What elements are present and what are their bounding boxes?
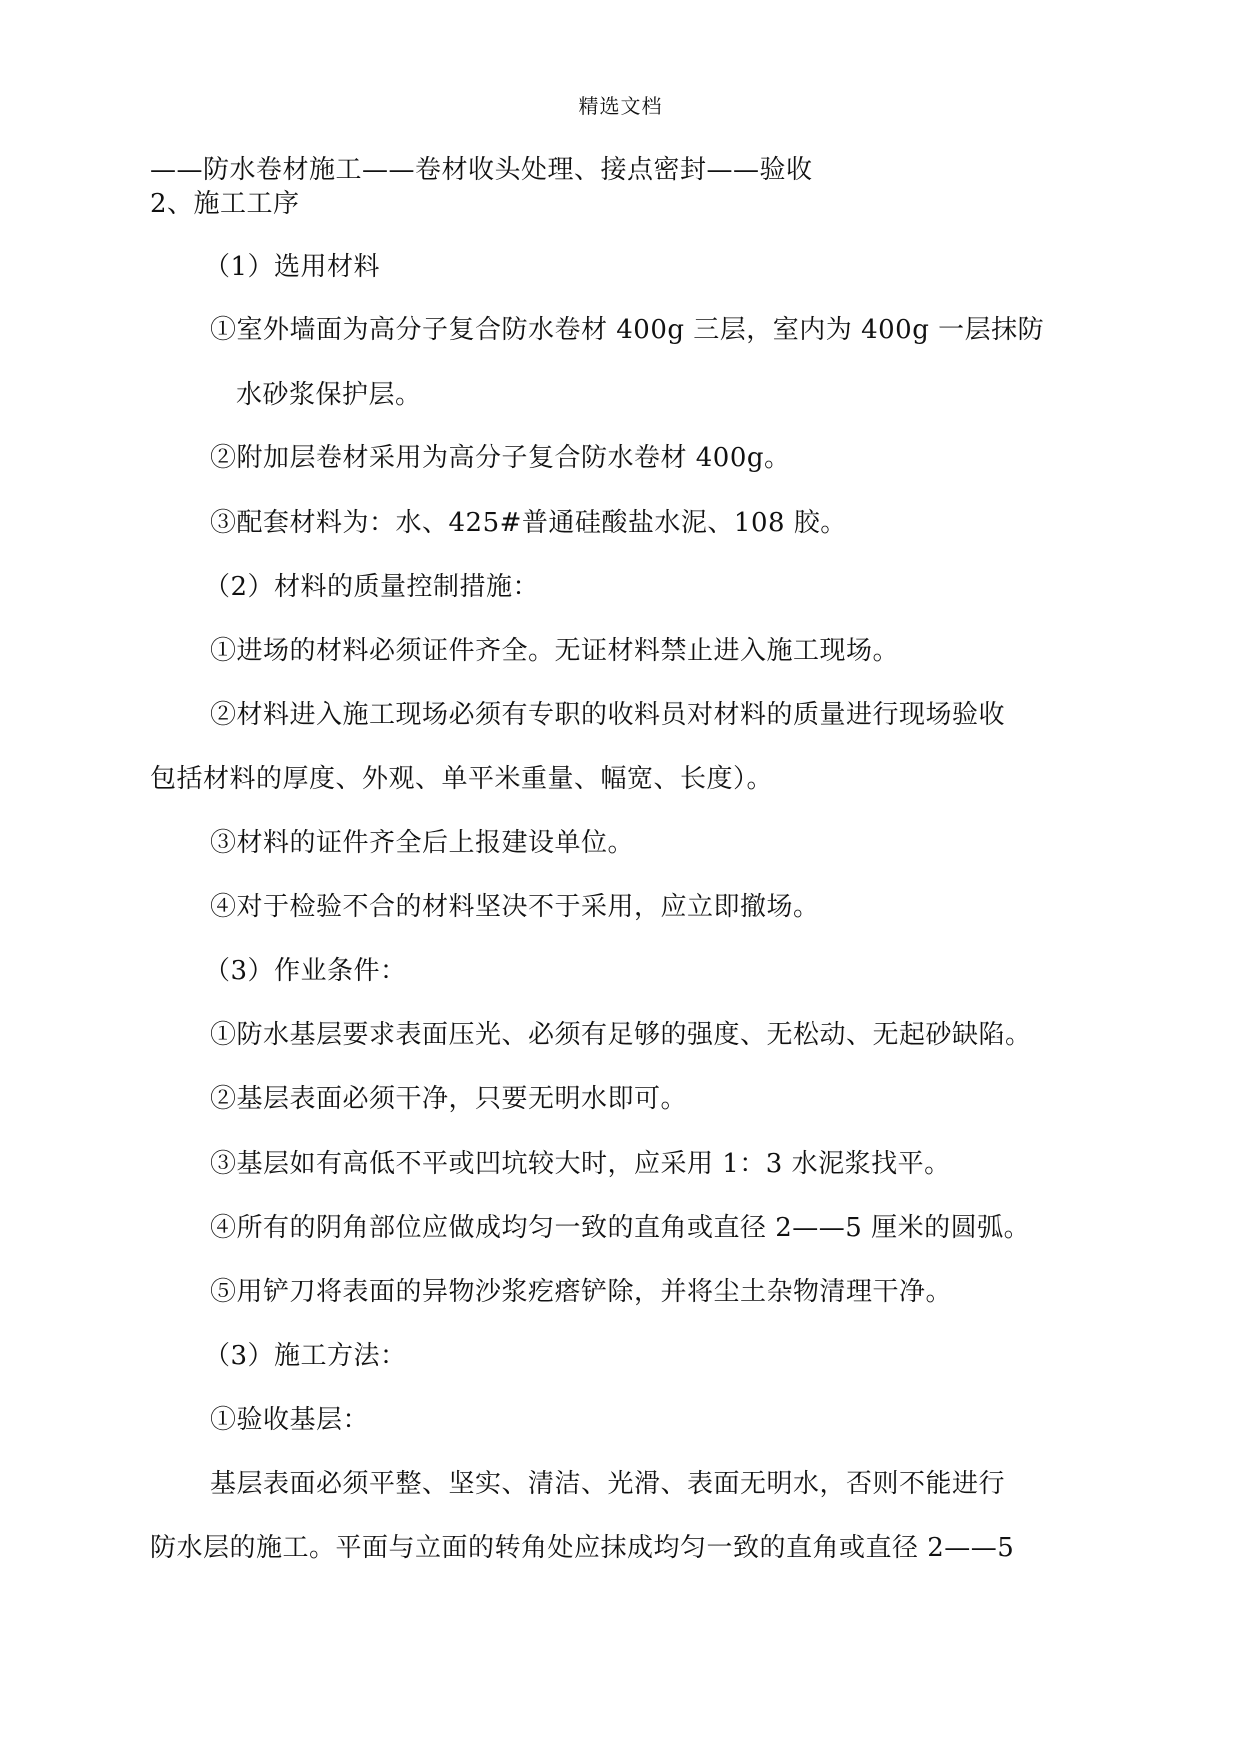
list-item: ④对于检验不合的材料坚决不于采用，应立即撤场。: [210, 892, 820, 922]
list-item: ①室外墙面为高分子复合防水卷材 400g 三层，室内为 400g 一层抹防: [210, 315, 1045, 345]
list-item: ①进场的材料必须证件齐全。无证材料禁止进入施工现场。: [210, 636, 900, 666]
list-item: ④所有的阴角部位应做成均匀一致的直角或直径 2——5 厘米的圆弧。: [210, 1213, 1031, 1243]
text-line: ——防水卷材施工——卷材收头处理、接点密封——验收: [150, 155, 813, 185]
paragraph-line: 防水层的施工。平面与立面的转角处应抹成均匀一致的直角或直径 2——5: [150, 1533, 1015, 1563]
list-item-continuation: 水砂浆保护层。: [236, 380, 422, 410]
list-item: ①防水基层要求表面压光、必须有足够的强度、无松动、无起砂缺陷。: [210, 1020, 1032, 1050]
list-item-continuation: 包括材料的厚度、外观、单平米重量、幅宽、长度）。: [150, 764, 774, 794]
page-header: 精选文档: [578, 94, 663, 118]
list-item: ⑤用铲刀将表面的异物沙浆疙瘩铲除，并将尘土杂物清理干净。: [210, 1277, 953, 1307]
subsection-heading: （3）作业条件：: [204, 956, 407, 986]
subsection-heading: （1）选用材料: [204, 252, 381, 282]
subsection-heading: （2）材料的质量控制措施：: [204, 572, 540, 602]
list-item: ③材料的证件齐全后上报建设单位。: [210, 828, 635, 858]
list-item: ②附加层卷材采用为高分子复合防水卷材 400g。: [210, 443, 791, 473]
list-item: ②材料进入施工现场必须有专职的收料员对材料的质量进行现场验收: [210, 700, 1006, 730]
paragraph-line: 基层表面必须平整、坚实、清洁、光滑、表面无明水，否则不能进行: [210, 1469, 1006, 1499]
subsection-heading: （3）施工方法：: [204, 1341, 407, 1371]
list-item: ③基层如有高低不平或凹坑较大时，应采用 1：3 水泥浆找平。: [210, 1149, 951, 1179]
list-item: ①验收基层：: [210, 1405, 370, 1435]
list-item: ②基层表面必须干净，只要无明水即可。: [210, 1084, 688, 1114]
list-item: ③配套材料为：水、425#普通硅酸盐水泥、108 胶。: [210, 508, 847, 538]
section-heading: 2、施工工序: [150, 189, 300, 219]
